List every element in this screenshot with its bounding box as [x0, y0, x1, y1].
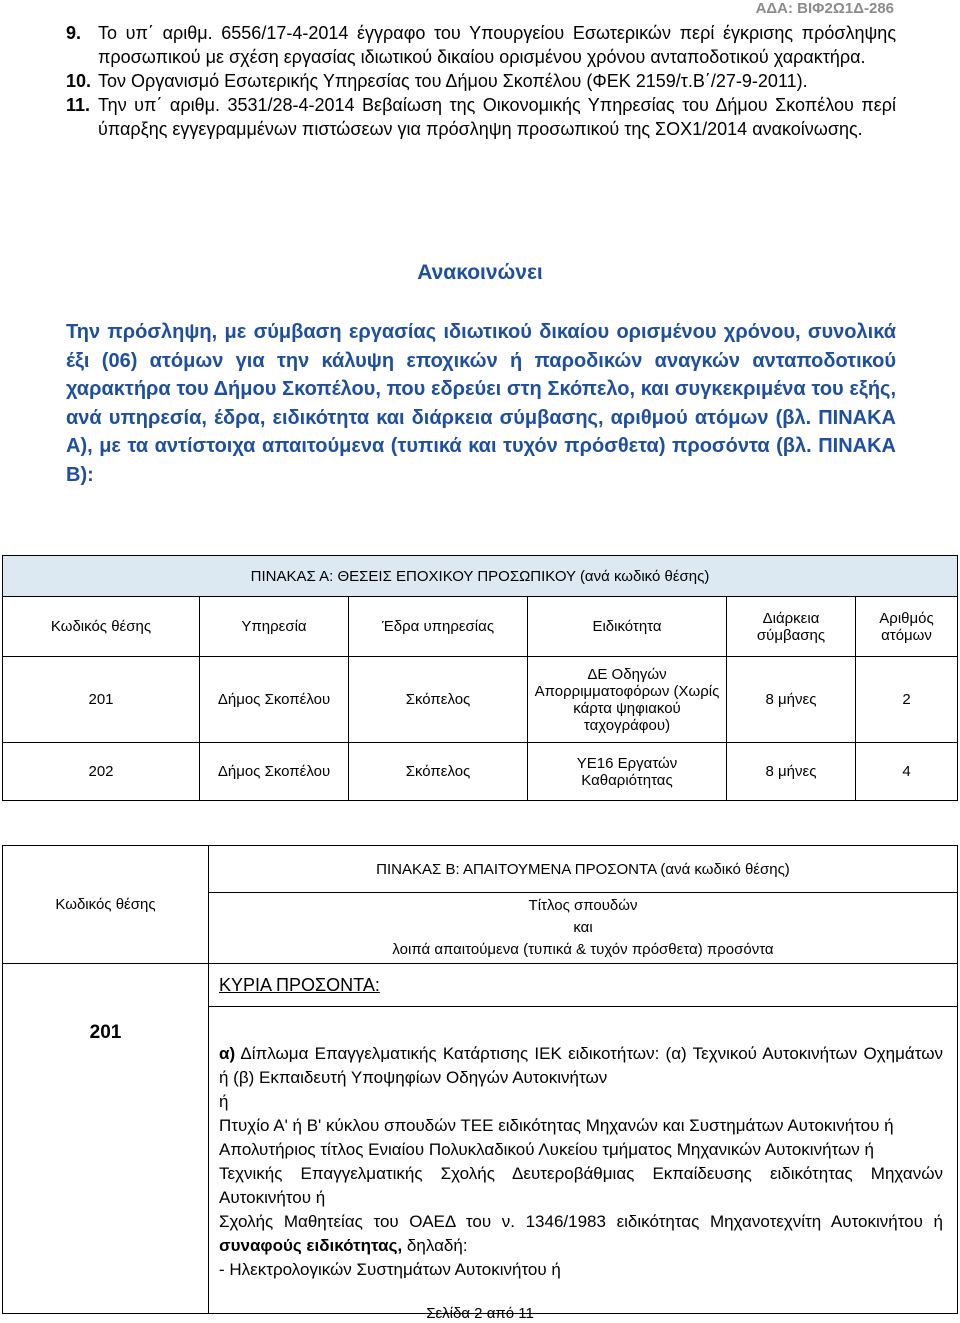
- item-number: 11.: [66, 95, 91, 115]
- table-a: [2, 555, 958, 801]
- header-specialty: Ειδικότητα: [528, 597, 727, 657]
- announcement-paragraph: Την πρόσληψη, με σύμβαση εργασίας ιδιωτικού δικαίου ορισμένου χρόνου, συνολικά έξι (06) ατόμων για την κάλυψη εποχικών ή παροδικών αναγκών ανταποδοτικού χαρακτήρα του Δήμου Σκοπέλου, που εδρεύει στη Σκόπελο, και συγκεκριμένα του εξής, ανά υπηρεσία, έδρα, ειδικότητα και διάρκεια σύμβασης, αριθμού ατόμων (βλ. ΠΙΝΑΚΑ Α), με τα αντίστοιχα απαιτούμενα (τυπικά και τυχόν πρόσθετα) προσόντα (βλ. ΠΙΝΑΚΑ Β):: [66, 321, 896, 486]
- qualifications-header: [209, 893, 958, 964]
- header-code: Κωδικός θέσης: [3, 597, 200, 657]
- emphasis-text: συναφούς ειδικότητας,: [219, 1236, 403, 1255]
- intro-item: [66, 21, 896, 69]
- item-number: 10.: [66, 71, 92, 91]
- qualification-line: Τεχνικής Επαγγελματικής Σχολής Δευτεροβάθμιας Εκπαίδευσης ειδικότητας Μηχανών Αυτοκινήτου ή: [219, 1164, 943, 1207]
- cell-persons: 2: [856, 657, 958, 743]
- cell-persons: 4: [856, 743, 958, 801]
- main-qualifications-label: ΚΥΡΙΑ ΠΡΟΣΟΝΤΑ:: [209, 964, 958, 1007]
- intro-item: [66, 69, 896, 93]
- intro-list: [66, 21, 896, 141]
- header-seat: Έδρα υπηρεσίας: [349, 597, 528, 657]
- cell-service: Δήμος Σκοπέλου: [200, 743, 349, 801]
- table-a-title: ΠΙΝΑΚΑΣ Α: ΘΕΣΕΙΣ ΕΠΟΧΙΚΟΥ ΠΡΟΣΩΠΙΚΟΥ (ανά κωδικό θέσης): [3, 556, 958, 597]
- qualification-line: [219, 1210, 943, 1258]
- cell-duration: 8 μήνες: [727, 657, 856, 743]
- cell-specialty: ΥΕ16 Εργατών Καθαριότητας: [528, 743, 727, 801]
- cell-code: 202: [3, 743, 200, 801]
- page-number: Σελίδα 2 από 11: [426, 1305, 534, 1322]
- cell-service: Δήμος Σκοπέλου: [200, 657, 349, 743]
- cell-specialty: ΔΕ Οδηγών Απορριμματοφόρων (Χωρίς κάρτα ψηφιακού ταχογράφου): [528, 657, 727, 743]
- qualification-line: [219, 1042, 943, 1090]
- cell-seat: Σκόπελος: [349, 743, 528, 801]
- line-text: Σχολής Μαθητείας του ΟΑΕΔ του ν. 1346/1983 ειδικότητας Μηχανοτεχνίτη Αυτοκινήτου ή: [219, 1212, 943, 1231]
- header-persons: Αριθμός ατόμων: [856, 597, 958, 657]
- table-b-code: 201: [3, 964, 209, 1314]
- qualification-line: - Ηλεκτρολογικών Συστημάτων Αυτοκινήτου ή: [219, 1260, 561, 1279]
- option-label: α): [219, 1044, 236, 1063]
- table-row: [3, 657, 958, 743]
- cell-duration: 8 μήνες: [727, 743, 856, 801]
- header-line: και: [573, 919, 593, 936]
- cell-code: 201: [3, 657, 200, 743]
- item-text: Τον Οργανισμό Εσωτερικής Υπηρεσίας του Δήμου Σκοπέλου (ΦΕΚ 2159/τ.Β΄/27-9-2011).: [98, 71, 808, 91]
- table-b: [2, 845, 958, 1314]
- cell-seat: Σκόπελος: [349, 657, 528, 743]
- header-duration: Διάρκεια σύμβασης: [727, 597, 856, 657]
- qualifications-body: [209, 1007, 958, 1314]
- qualification-line: ή: [219, 1092, 229, 1111]
- option-text: Δίπλωμα Επαγγελματικής Κατάρτισης ΙΕΚ ειδικοτήτων: (α) Τεχνικού Αυτοκινήτων Οχημάτων ή (β) Εκπαιδευτή Υποψηφίων Οδηγών Αυτοκινήτων: [219, 1044, 943, 1087]
- table-row: [3, 743, 958, 801]
- intro-item: [66, 93, 896, 141]
- header-service: Υπηρεσία: [200, 597, 349, 657]
- item-text: Την υπ΄ αριθμ. 3531/28-4-2014 Βεβαίωση της Οικονομικής Υπηρεσίας του Δήμου Σκοπέλου περί ύπαρξης εγγεγραμμένων πιστώσεων για πρόσληψη προσωπικού της ΣΟΧ1/2014 ανακοίνωσης.: [98, 95, 896, 139]
- item-text: Το υπ΄ αριθμ. 6556/17-4-2014 έγγραφο του Υπουργείου Εσωτερικών περί έγκρισης πρόσληψης προσωπικού με σχέση εργασίας ιδιωτικού δικαίου ορισμένου χρόνου ανταποδοτικού χαρακτήρα.: [98, 23, 896, 67]
- ada-code: ΑΔΑ: ΒΙΦ2Ω1Δ-286: [755, 0, 894, 17]
- header-line: λοιπά απαιτούμενα (τυπικά & τυχόν πρόσθετα) προσόντα: [392, 941, 774, 958]
- qualification-line: Απολυτήριος τίτλος Ενιαίου Πολυκλαδικού Λυκείου τμήματος Μηχανικών Αυτοκινήτων ή: [219, 1140, 874, 1159]
- line-text: δηλαδή:: [406, 1236, 468, 1255]
- header-line: Τίτλος σπουδών: [528, 897, 638, 914]
- section-heading: Ανακοινώνει: [417, 261, 543, 284]
- table-b-code-header: Κωδικός θέσης: [3, 846, 209, 964]
- table-b-title: ΠΙΝΑΚΑΣ Β: ΑΠΑΙΤΟΥΜΕΝΑ ΠΡΟΣΟΝΤΑ (ανά κωδικό θέσης): [209, 846, 958, 893]
- item-number: 9.: [66, 23, 82, 43]
- qualification-line: Πτυχίο Α' ή Β' κύκλου σπουδών ΤΕΕ ειδικότητας Μηχανών και Συστημάτων Αυτοκινήτου ή: [219, 1116, 894, 1135]
